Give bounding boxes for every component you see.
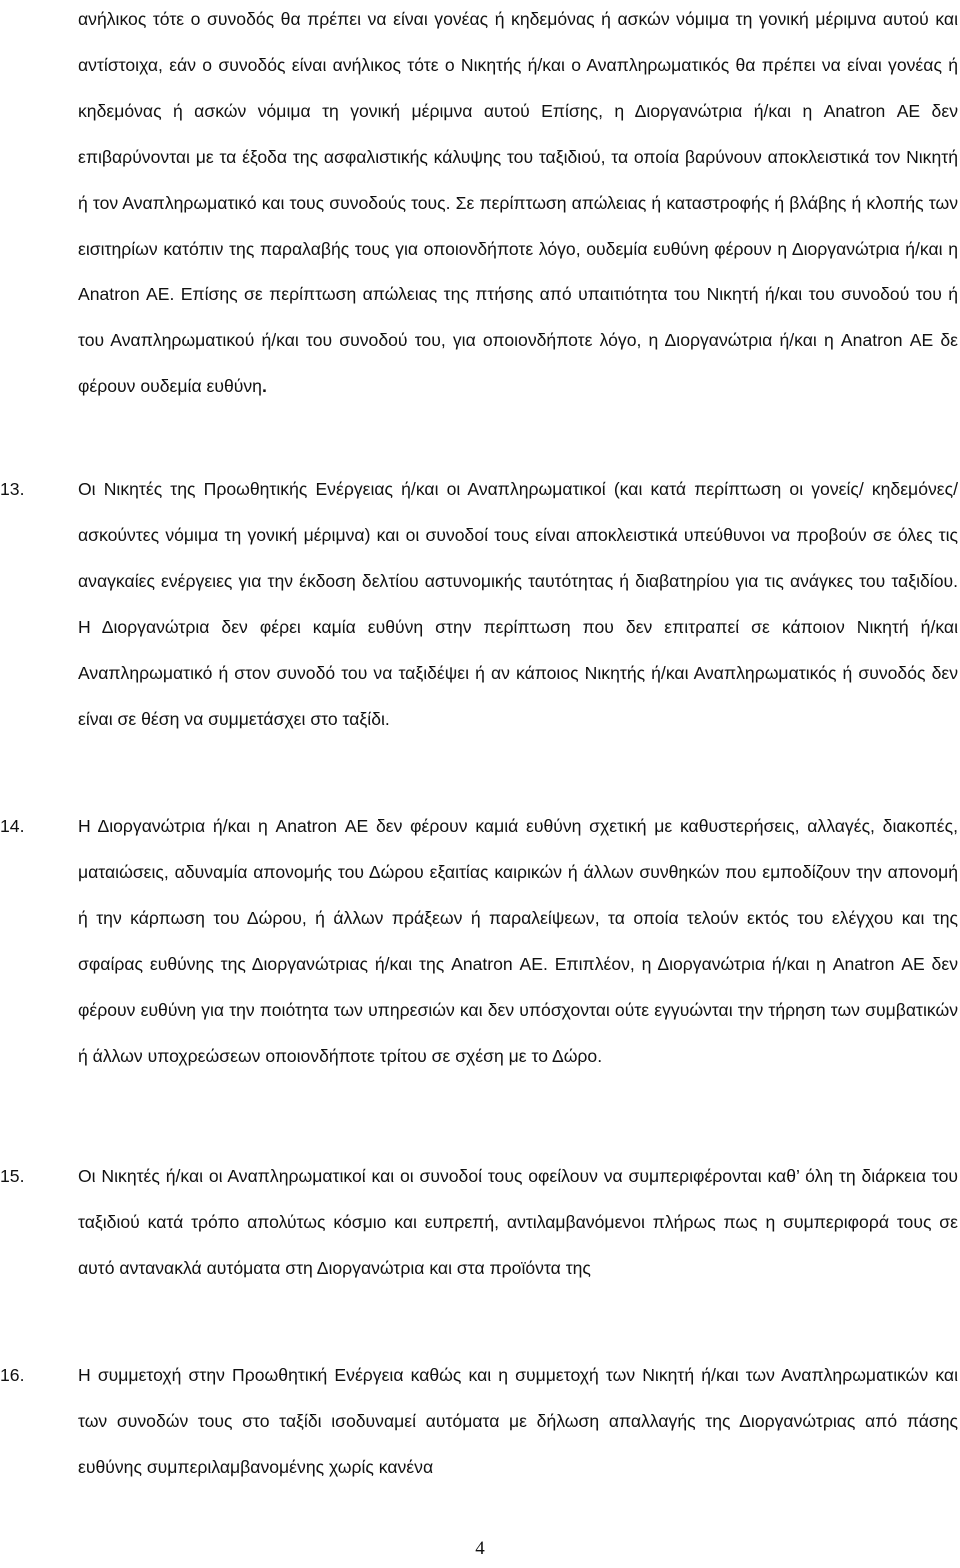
continuation-end: . [261,376,267,397]
page-number: 4 [475,1538,485,1559]
item-text: Η Διοργανώτρια ή/και η Anatron ΑΕ δεν φέρουν καμιά ευθύνη σχετική με καθυστερήσεις, αλλαγές, διακοπές, ματαιώσεις, αδυναμία απονομής του Δώρου εξαιτίας καιρικών ή άλλων συνθηκών που εμποδίζουν την απονομή ή την κάρπωση του Δώρου, ή άλλων πράξεων ή παραλείψεων, τα οποία τελούν εκτός του ελέγχου και της σφαίρας ευθύνης της Διοργανώτριας ή/και της Anatron ΑΕ. Επιπλέον, η Διοργανώτρια ή/και η Anatron ΑΕ δεν φέρουν ευθύνη για την ποιότητα των υπηρεσιών και δεν υπόσχονται ούτε εγγυώνται την τήρηση των συμβατικών ή άλλων υποχρεώσεων οποιονδήποτε τρίτου σε σχέση με το Δώρο. [78,816,958,1066]
item-text: Οι Νικητές ή/και οι Αναπληρωματικοί και οι συνοδοί τους οφείλουν να συμπεριφέρονται καθ’ όλη τη διάρκεια του ταξιδιού κατά τρόπο απολύτως κόσμιο και ευπρεπή, αντιλαμβανόμενοι πλήρως πως η συμπεριφορά τους σε αυτό αντανακλά αυτόματα στη Διοργανώτρια και στα προϊόντα της [78,1166,958,1278]
item-number: 16. [0,1365,25,1385]
continuation-text: ανήλικος τότε ο συνοδός θα πρέπει να είναι γονέας ή κηδεμόνας ή ασκών νόμιμα τη γονική μέριμνα αυτού και αντίστοιχα, εάν ο συνοδός είναι ανήλικος τότε ο Νικητής ή/και ο Αναπληρωματικός θα πρέπει να είναι γονέας ή κηδεμόνας ή ασκών νόμιμα τη γονική μέριμνα αυτού Επίσης, η Διοργανώτρια ή/και η Anatron ΑΕ δεν επιβαρύνονται με τα έξοδα της ασφαλιστικής κάλυψης του ταξιδιού, τα οποία βαρύνουν αποκλειστικά τον Νικητή ή τον Αναπληρωματικό και τους συνοδούς τους. Σε περίπτωση απώλειας ή καταστροφής ή βλάβης ή κλοπής των εισιτηρίων κατόπιν της παραλαβής τους για οποιονδήποτε λόγο, ουδεμία ευθύνη φέρουν η Διοργανώτρια ή/και η Anatron ΑΕ. Επίσης σε περίπτωση απώλειας της πτήσης από υπαιτιότητα του Νικητή ή/και του συνοδού του ή του Αναπληρωματικού ή/και του συνοδού του, για οποιονδήποτε λόγο, η Διοργανώτρια ή/και η Anatron ΑΕ δε φέρουν ουδεμία ευθύνη [78,9,958,397]
continuation-paragraph [78,0,958,410]
item-number: 15. [0,1166,25,1186]
item-text: Η συμμετοχή στην Προωθητική Ενέργεια καθώς και η συμμετοχή των Νικητή ή/και των Αναπληρωματικών και των συνοδών τους στο ταξίδι ισοδυναμεί αυτόματα με δήλωση απαλλαγής της Διοργανώτριας από πάσης ευθύνης συμπεριλαμβανομένης χωρίς κανένα [78,1365,958,1477]
item-number: 13. [0,479,25,499]
item-number: 14. [0,816,25,836]
item-text: Οι Νικητές της Προωθητικής Ενέργειας ή/και οι Αναπληρωματικοί (και κατά περίπτωση οι γονείς/ κηδεμόνες/ ασκούντες νόμιμα τη γονική μέριμνα) και οι συνοδοί τους είναι αποκλειστικά υπεύθυνοι να προβούν σε όλες τις αναγκαίες ενέργειες για την έκδοση δελτίου αστυνομικής ταυτότητας ή διαβατηρίου για τις ανάγκες του ταξιδίου. Η Διοργανώτρια δεν φέρει καμία ευθύνη στην περίπτωση που δεν επιτραπεί σε κάποιον Νικητή ή/και Αναπληρωματικό ή στον συνοδό του να ταξιδέψει ή αν κάποιος Νικητής ή/και Αναπληρωματικός ή συνοδός δεν είναι σε θέση να συμμετάσχει στο ταξίδι. [78,479,958,729]
